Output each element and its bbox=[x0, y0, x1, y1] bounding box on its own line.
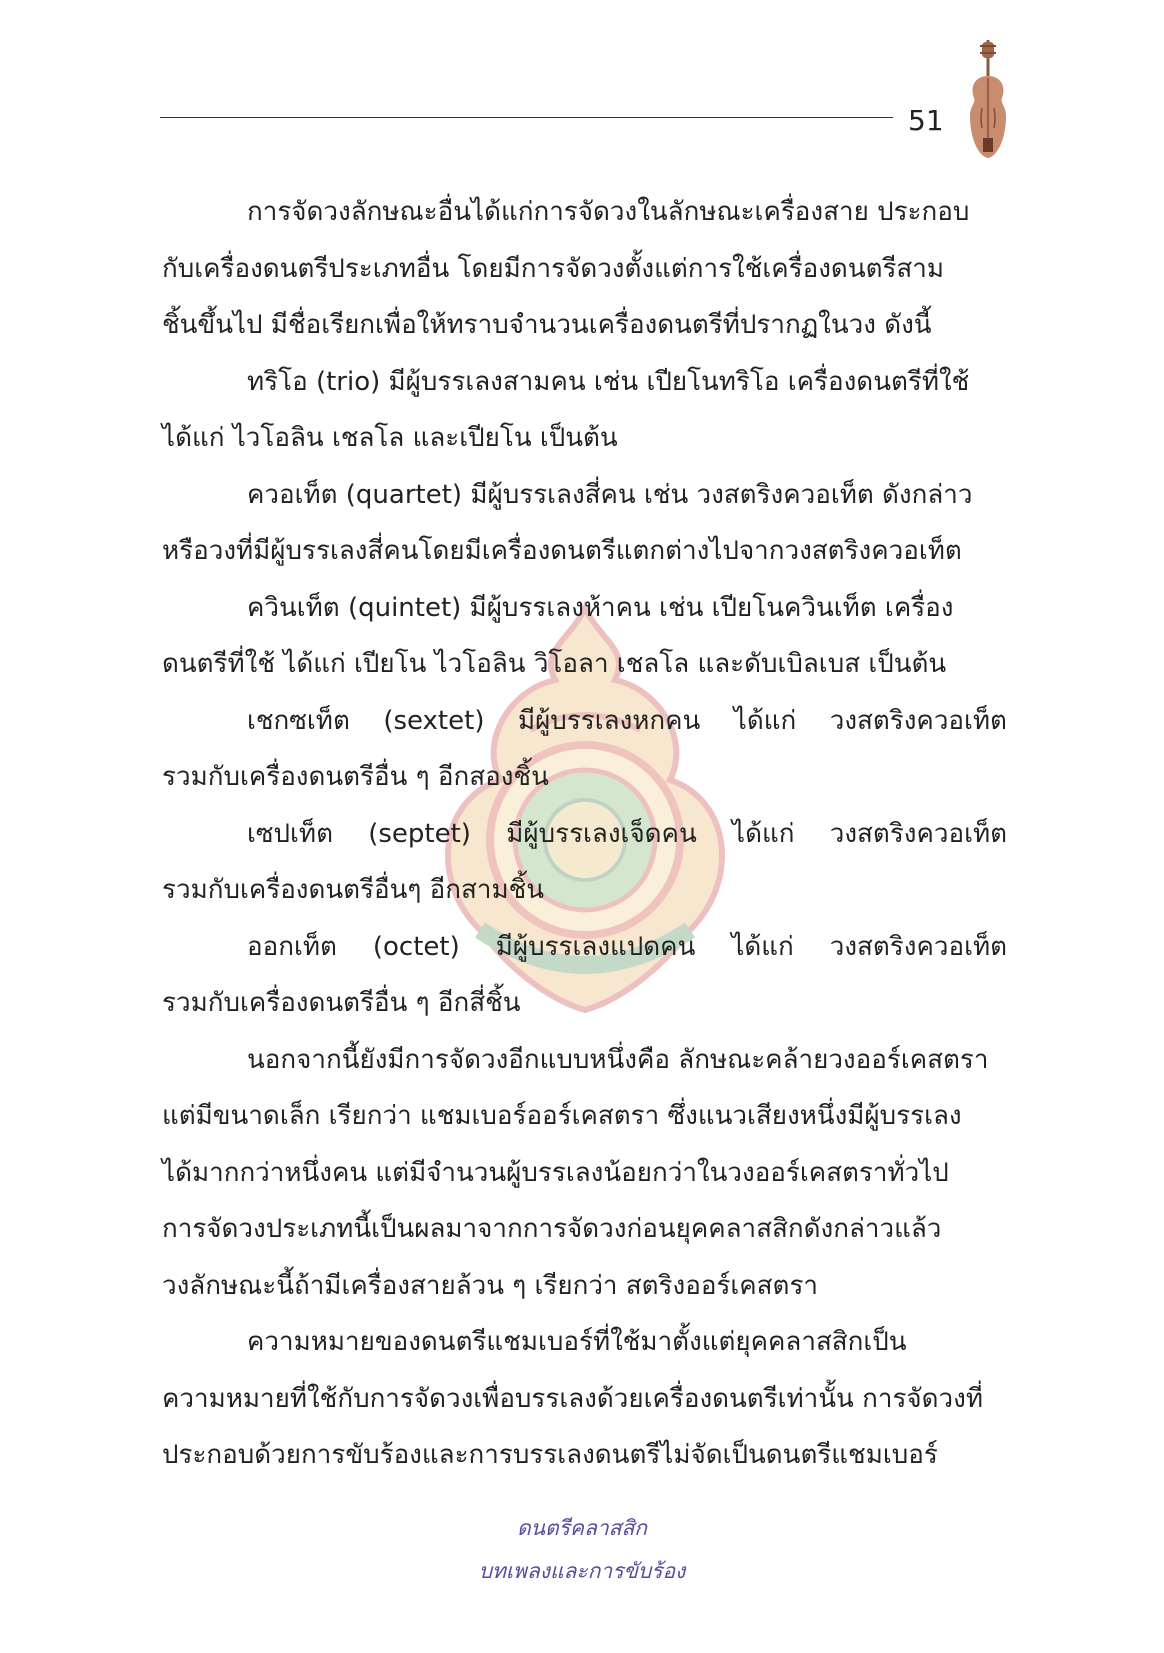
header-rule bbox=[160, 117, 893, 118]
octet-ensemble: วงสตริงควอเท็ต bbox=[829, 931, 1007, 962]
quartet-line-2: หรือวงที่มีผู้บรรเลงสี่คนโดยมีเครื่องดนตรีแตกต่างไปจากวงสตริงควอเท็ต bbox=[162, 536, 962, 566]
footer-book-title: ดนตรีคลาสสิก bbox=[517, 1516, 647, 1540]
septet-word: ได้แก่ bbox=[732, 818, 795, 849]
septet-line-2: รวมกับเครื่องดนตรีอื่นๆ อีกสามชิ้น bbox=[162, 875, 545, 905]
meaning-line-3: ประกอบด้วยการขับร้องและการบรรเลงดนตรีไม่จัดเป็นดนตรีแชมเบอร์ bbox=[162, 1440, 938, 1470]
quintet-paragraph bbox=[162, 580, 1007, 693]
septet-players: มีผู้บรรเลงเจ็ดคน bbox=[506, 818, 697, 849]
septet-english: (septet) bbox=[368, 818, 471, 849]
septet-line-1 bbox=[162, 806, 1007, 863]
octet-term: ออกเท็ต bbox=[247, 931, 337, 962]
octet-english: (octet) bbox=[372, 931, 460, 962]
septet-paragraph bbox=[162, 806, 1007, 919]
meaning-line-2: ความหมายที่ใช้กับการจัดวงเพื่อบรรเลงด้วยเครื่องดนตรีเท่านั้น การจัดวงที่ bbox=[162, 1383, 983, 1414]
sextet-word: ได้แก่ bbox=[733, 705, 797, 736]
meaning-line-1: ความหมายของดนตรีแชมเบอร์ที่ใช้มาตั้งแต่ยุคคลาสสิกเป็น bbox=[247, 1327, 907, 1357]
violin-icon bbox=[960, 38, 1016, 163]
page-number: 51 bbox=[908, 104, 944, 137]
octet-paragraph bbox=[162, 919, 1007, 1032]
sextet-term: เชกซเท็ต bbox=[247, 705, 350, 736]
quintet-line-2: ดนตรีที่ใช้ ได้แก่ เปียโน ไวโอลิน วิโอลา เชลโล และดับเบิลเบส เป็นต้น bbox=[162, 649, 947, 679]
footer-book-subtitle: บทเพลงและการขับร้อง bbox=[478, 1559, 686, 1583]
intro-line-3: ชิ้นขึ้นไป มีชื่อเรียกเพื่อให้ทราบจำนวนเครื่องดนตรีที่ปรากฏในวง ดังนี้ bbox=[162, 310, 932, 340]
octet-line-2: รวมกับเครื่องดนตรีอื่น ๆ อีกสี่ชิ้น bbox=[162, 988, 521, 1018]
chamber-line-2: แต่มีขนาดเล็ก เรียกว่า แชมเบอร์ออร์เคสตรา ซึ่งแนวเสียงหนึ่งมีผู้บรรเลง bbox=[162, 1101, 962, 1131]
sextet-english: (sextet) bbox=[383, 705, 485, 736]
sextet-players: มีผู้บรรเลงหกคน bbox=[517, 705, 701, 736]
meaning-paragraph bbox=[162, 1314, 1007, 1484]
trio-line-2: ได้แก่ ไวโอลิน เชลโล และเปียโน เป็นต้น bbox=[162, 423, 618, 453]
quartet-paragraph bbox=[162, 467, 1007, 580]
chamber-line-5: วงลักษณะนี้ถ้ามีเครื่องสายล้วน ๆ เรียกว่า สตริงออร์เคสตรา bbox=[162, 1270, 819, 1301]
trio-paragraph bbox=[162, 354, 1007, 467]
chamber-line-4: การจัดวงประเภทนี้เป็นผลมาจากการจัดวงก่อนยุคคลาสสิกดังกล่าวแล้ว bbox=[162, 1214, 942, 1244]
sextet-line-2: รวมกับเครื่องดนตรีอื่น ๆ อีกสองชิ้น bbox=[162, 762, 549, 792]
sextet-ensemble: วงสตริงควอเท็ต bbox=[829, 705, 1007, 736]
body-text bbox=[162, 184, 1007, 1484]
chamber-orchestra-paragraph bbox=[162, 1032, 1007, 1315]
septet-ensemble: วงสตริงควอเท็ต bbox=[829, 818, 1007, 849]
octet-players: มีผู้บรรเลงแปดคน bbox=[495, 931, 696, 962]
trio-line-1: ทริโอ (trio) มีผู้บรรเลงสามคน เช่น เปียโนทริโอ เครื่องดนตรีที่ใช้ bbox=[247, 366, 970, 397]
intro-paragraph bbox=[162, 184, 1007, 354]
octet-word: ได้แก่ bbox=[731, 931, 794, 962]
octet-line-1 bbox=[162, 919, 1007, 976]
chamber-line-3: ได้มากกว่าหนึ่งคน แต่มีจำนวนผู้บรรเลงน้อยกว่าในวงออร์เคสตราทั่วไป bbox=[162, 1157, 949, 1188]
septet-term: เซปเท็ต bbox=[247, 818, 333, 849]
quintet-line-1: ควินเท็ต (quintet) มีผู้บรรเลงห้าคน เช่น เปียโนควินเท็ต เครื่อง bbox=[247, 592, 954, 623]
intro-line-1: การจัดวงลักษณะอื่นได้แก่การจัดวงในลักษณะเครื่องสาย ประกอบ bbox=[247, 197, 970, 227]
quartet-line-1: ควอเท็ต (quartet) มีผู้บรรเลงสี่คน เช่น วงสตริงควอเท็ต ดังกล่าว bbox=[247, 479, 973, 510]
sextet-line-1 bbox=[162, 693, 1007, 750]
intro-line-2: กับเครื่องดนตรีประเภทอื่น โดยมีการจัดวงตั้งแต่การใช้เครื่องดนตรีสาม bbox=[162, 253, 945, 284]
chamber-line-1: นอกจากนี้ยังมีการจัดวงอีกแบบหนึ่งคือ ลักษณะคล้ายวงออร์เคสตรา bbox=[247, 1044, 989, 1075]
sextet-paragraph bbox=[162, 693, 1007, 806]
